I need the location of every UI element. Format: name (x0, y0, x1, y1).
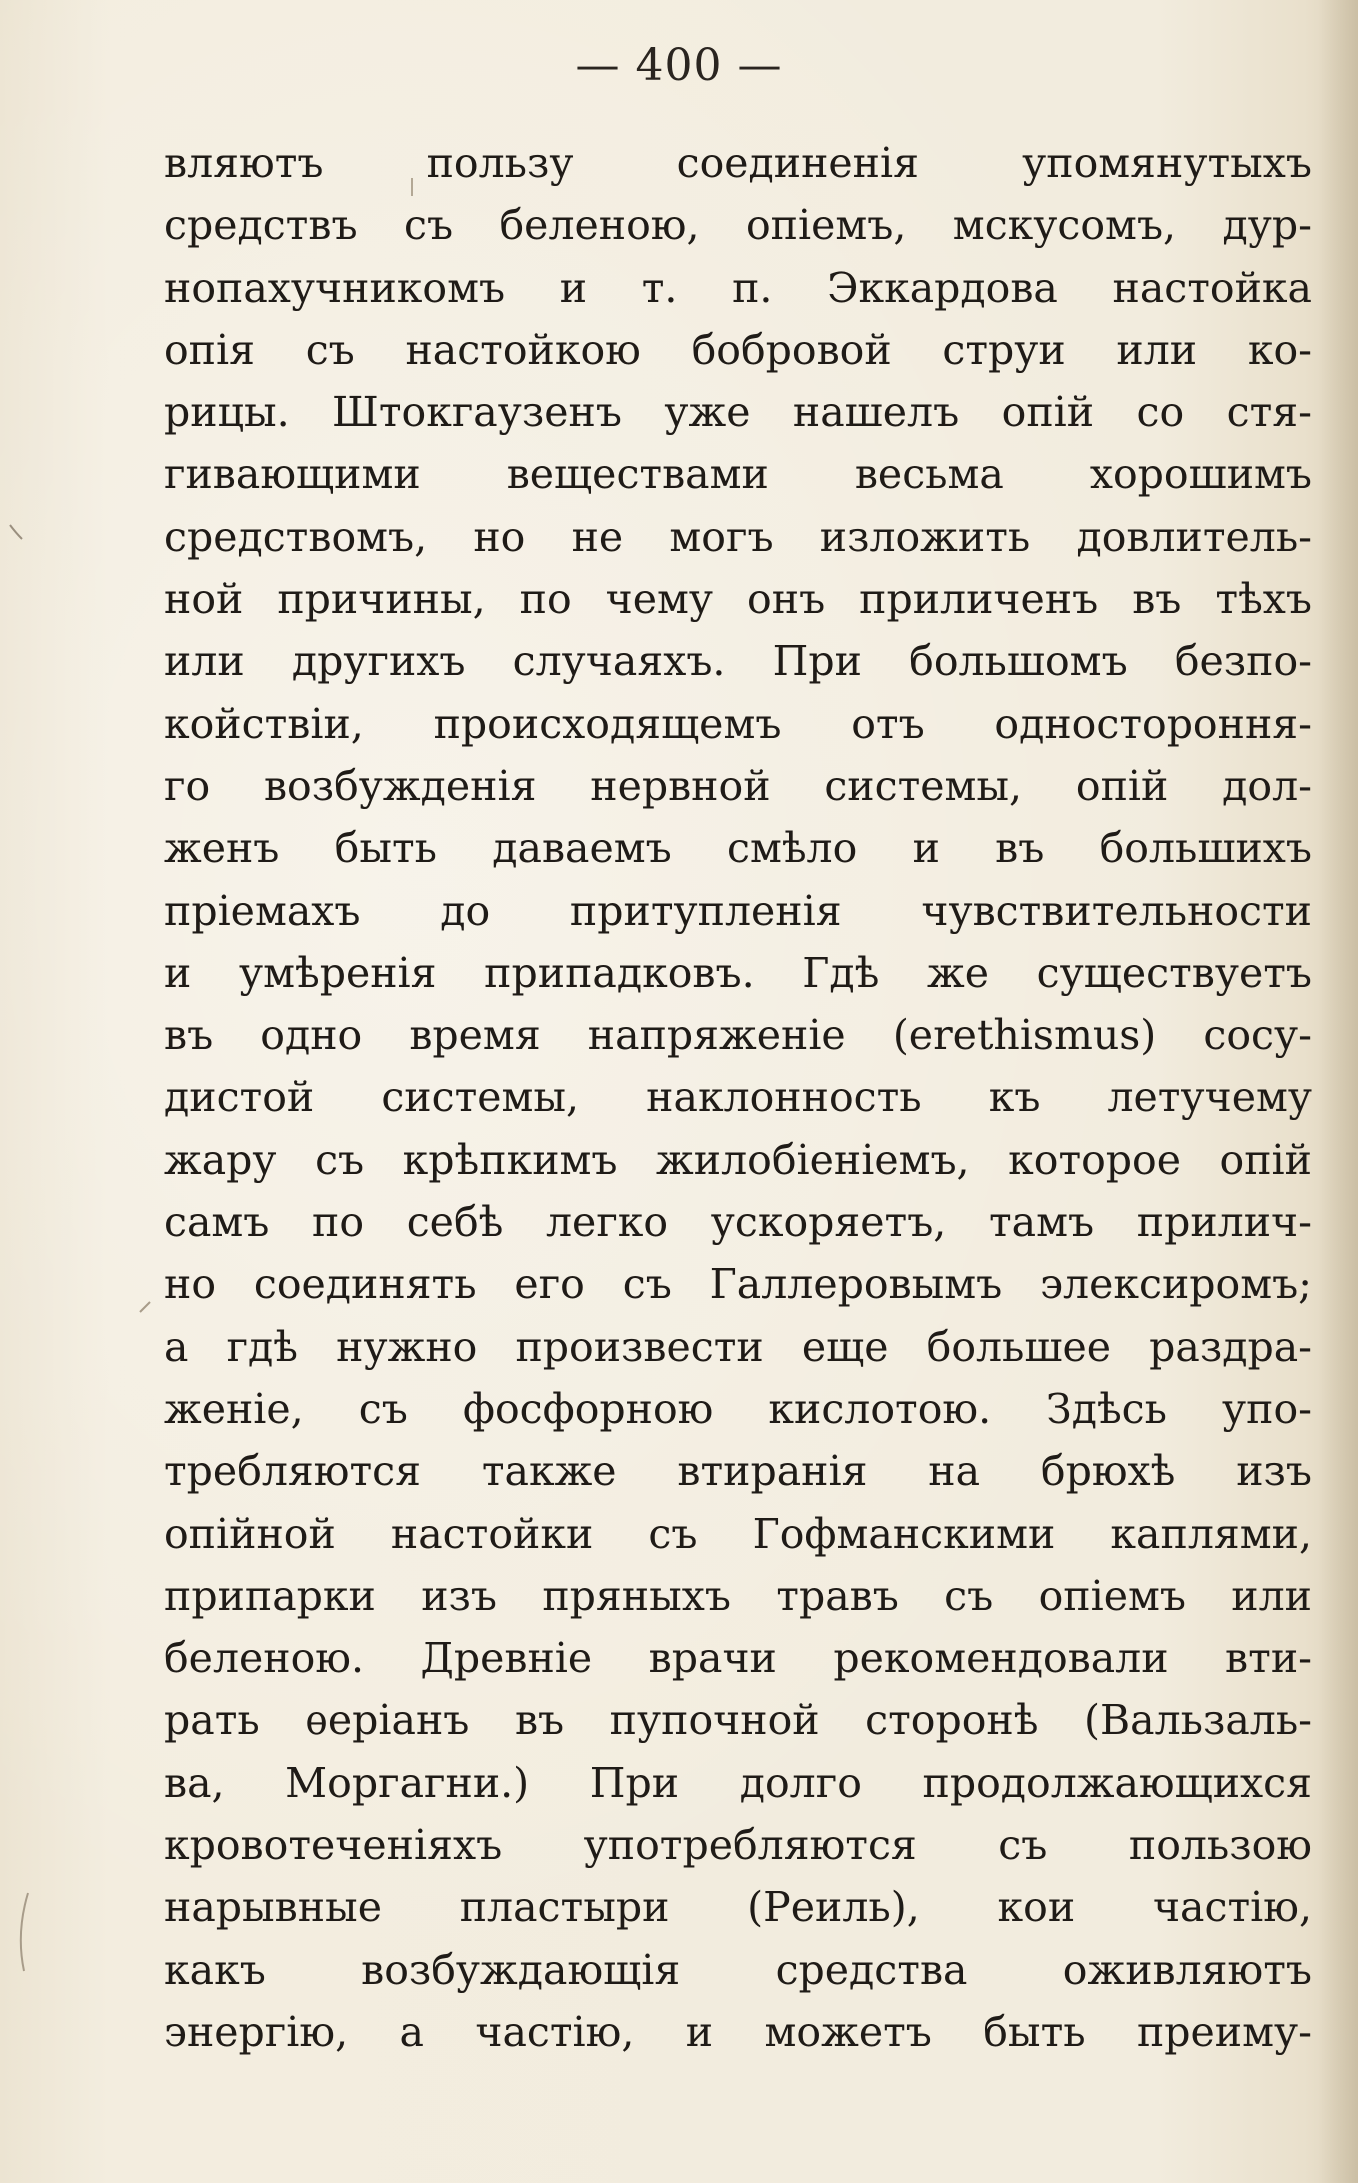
text-line: беленою. Древніе врачи рекомендовали вти- (164, 1634, 1312, 1683)
text-line: энергію, а частію, и можетъ быть преиму- (164, 2007, 1312, 2056)
text-line: опійной настойки съ Гофманскими каплями, (164, 1509, 1312, 1558)
text-line: рать ѳеріанъ въ пупочной сторонѣ (Вальзаль- (164, 1696, 1312, 1745)
text-line: жару съ крѣпкимъ жилобіеніемъ, которое опій (164, 1135, 1312, 1184)
text-line: гивающими веществами весьма хорошимъ (164, 450, 1312, 499)
text-line: требляются также втиранія на брюхѣ изъ (164, 1447, 1312, 1496)
body-text (164, 132, 1312, 2063)
text-line: или другихъ случаяхъ. При большомъ безпо- (164, 637, 1312, 686)
paper-mark (10, 525, 22, 539)
text-line: но соединять его съ Галлеровымъ элексиромъ; (164, 1260, 1312, 1309)
text-line: а гдѣ нужно произвести еще большее раздра- (164, 1322, 1312, 1371)
text-line: средствомъ, но не могъ изложить довлитель- (164, 512, 1312, 561)
text-line: и умѣренія припадковъ. Гдѣ же существуетъ (164, 948, 1312, 997)
text-line: самъ по себѣ легко ускоряетъ, тамъ прилич- (164, 1198, 1312, 1247)
page-edge-shadow (1318, 0, 1358, 2183)
text-line: койствіи, происходящемъ отъ одностороння- (164, 699, 1312, 748)
text-line: кровотеченіяхъ употребляются съ пользою (164, 1821, 1312, 1870)
text-line: го возбужденія нервной системы, опій дол- (164, 761, 1312, 810)
text-line: ва, Моргагни.) При долго продолжающихся (164, 1758, 1312, 1807)
text-line: женъ быть даваемъ смѣло и въ большихъ (164, 824, 1312, 873)
text-line: пріемахъ до притупленія чувствительности (164, 886, 1312, 935)
text-line: ной причины, по чему онъ приличенъ въ тѣхъ (164, 575, 1312, 624)
text-line: средствъ съ беленою, опіемъ, мскусомъ, дур- (164, 201, 1312, 250)
text-line: въ одно время напряженіе (erethismus) сосу- (164, 1011, 1312, 1060)
text-line: какъ возбуждающія средства оживляютъ (164, 1945, 1312, 1994)
text-line: вляютъ пользу соединенія упомянутыхъ (164, 139, 1312, 187)
text-line: дистой системы, наклонность къ летучему (164, 1073, 1312, 1122)
paper-mark (21, 1893, 28, 1971)
text-line: женіе, съ фосфорною кислотою. Здѣсь упо- (164, 1384, 1312, 1433)
text-line: опія съ настойкою бобровой струи или ко- (164, 325, 1312, 374)
text-line: припарки изъ пряныхъ травъ съ опіемъ или (164, 1571, 1312, 1620)
paper-mark (140, 1302, 150, 1312)
text-line: нарывные пластыри (Реиль), кои частію, (164, 1883, 1312, 1932)
page-number: — 400 — (575, 40, 783, 91)
text-line: нопахучникомъ и т. п. Эккардова настойка (164, 263, 1312, 312)
text-line: рицы. Штокгаузенъ уже нашелъ опій со стя- (164, 388, 1312, 437)
